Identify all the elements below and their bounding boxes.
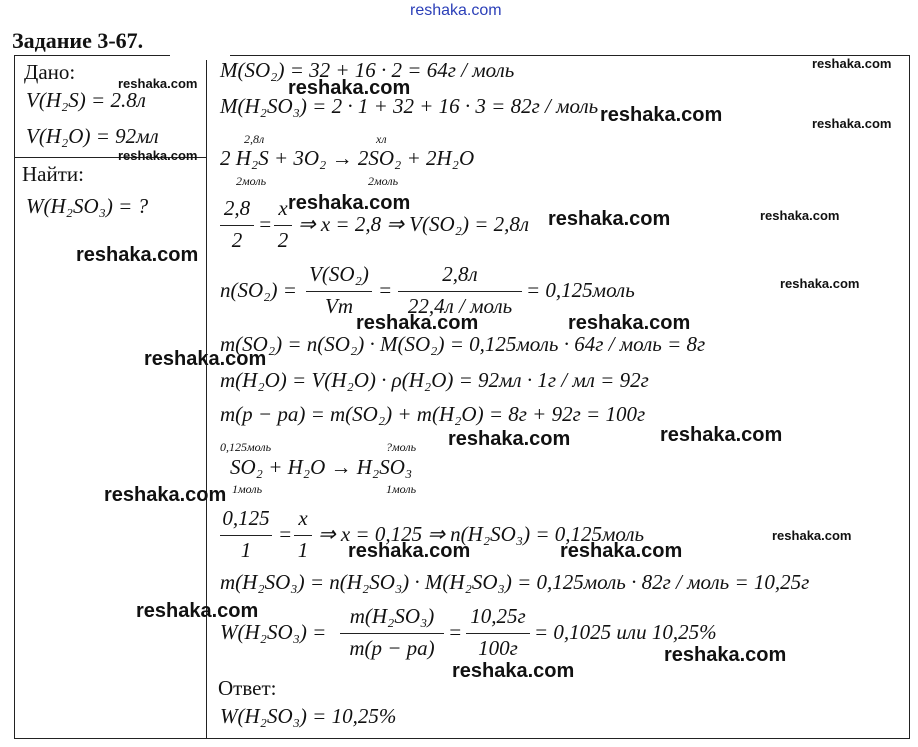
prop1-num2: x (278, 196, 288, 220)
mass-h2so3: m(H₂SO₃) = n(H₂SO₃) · M(H₂SO₃) = 0,125моль · 82г / моль = 10,25г (220, 570, 810, 594)
given-h2o-volume: V(H₂O) = 92мл (26, 124, 159, 148)
answer-value: W(H₂SO₃) = 10,25% (220, 704, 397, 728)
watermark: reshaka.com (452, 660, 575, 682)
reaction-1: 2 H₂S + 3O₂ → 2SO₂ + 2H₂O (220, 146, 475, 170)
prop2-bar2 (294, 535, 312, 536)
w-bar1 (340, 633, 444, 634)
n-equals: = (378, 278, 393, 302)
w-result: = 0,1025 или 10,25% (534, 620, 717, 644)
w-den1: m(р − ра) (349, 636, 435, 660)
watermark: reshaka.com (136, 600, 259, 622)
watermark: reshaka.com (288, 77, 411, 99)
w-equals: = (448, 620, 463, 644)
watermark: reshaka.com (144, 348, 267, 370)
n-so2-lhs: n(SO₂) = (220, 278, 297, 302)
molar-mass-so2: M(SO₂) = 32 + 16 · 2 = 64г / моль (220, 58, 515, 82)
watermark: reshaka.com (548, 208, 671, 230)
eq2-above-h2so3: ?моль (386, 440, 417, 454)
watermark: reshaka.com (288, 192, 411, 214)
given-h2s-volume: V(H₂S) = 2.8л (26, 88, 146, 112)
watermark: reshaka.com (348, 540, 471, 562)
n-bar1 (306, 291, 372, 292)
watermark: reshaka.com (772, 528, 852, 543)
find-mass-fraction: W(H₂SO₃) = ? (26, 194, 149, 218)
n-num2: 2,8л (442, 262, 478, 286)
site-link[interactable]: reshaka.com (410, 2, 502, 19)
watermark: reshaka.com (664, 644, 787, 666)
watermark: reshaka.com (560, 540, 683, 562)
prop1-equals: = (258, 212, 273, 236)
prop1-num1: 2,8 (223, 196, 251, 220)
find-label: Найти: (22, 162, 84, 186)
watermark: reshaka.com (118, 148, 198, 163)
eq1-above-so2: хл (376, 132, 387, 146)
eq1-above-h2s: 2,8л (244, 132, 265, 146)
watermark: reshaka.com (104, 484, 227, 506)
given-label: Дано: (24, 60, 76, 84)
mass-so2: m(SO₂) = n(SO₂) · M(SO₂) = 0,125моль · 64г / моль = 8г (220, 332, 706, 356)
eq2-below-so2: 1моль (232, 482, 263, 496)
prop2-den2: 1 (297, 538, 309, 562)
prop1-bar2 (274, 225, 292, 226)
prop2-bar1 (220, 535, 272, 536)
watermark: reshaka.com (118, 76, 198, 91)
prop1-bar1 (220, 225, 254, 226)
watermark: reshaka.com (780, 276, 860, 291)
w-lhs: W(H₂SO₃) = (220, 620, 327, 644)
eq2-above-so2: 0,125моль (220, 440, 272, 454)
n-den2: 22,4л / моль (407, 294, 513, 318)
watermark: reshaka.com (448, 428, 571, 450)
watermark: reshaka.com (76, 244, 199, 266)
watermark: reshaka.com (812, 116, 892, 131)
n-num1: V(SO₂) (309, 262, 369, 286)
w-num2: 10,25г (470, 604, 526, 628)
prop2-num1: 0,125 (222, 506, 270, 530)
watermark: reshaka.com (812, 56, 892, 71)
n-bar2 (398, 291, 522, 292)
mass-solution: m(р − ра) = m(SO₂) + m(H₂O) = 8г + 92г = 100г (220, 402, 646, 426)
n-den1: Vm (325, 294, 353, 318)
watermark: reshaka.com (660, 424, 783, 446)
watermark: reshaka.com (600, 104, 723, 126)
eq1-below-so2: 2моль (368, 174, 399, 188)
eq1-below-h2s: 2моль (236, 174, 267, 188)
molar-mass-h2so3: M(H₂SO₃) = 2 · 1 + 32 + 16 · 3 = 82г / моль (220, 94, 599, 118)
watermark: reshaka.com (356, 312, 479, 334)
task-title: Задание 3-67. (12, 28, 144, 53)
n-result: = 0,125моль (526, 278, 635, 302)
w-num1: m(H₂SO₃) (349, 604, 435, 628)
watermark: reshaka.com (568, 312, 691, 334)
prop2-result: ⇒ x = 0,125 ⇒ n(H₂SO₃) = 0,125моль (318, 522, 645, 546)
reaction-2: SO₂ + H₂O → H₂SO₃ (230, 455, 413, 479)
prop1-den2: 2 (277, 228, 289, 252)
w-den2: 100г (478, 636, 518, 660)
prop1-result: ⇒ x = 2,8 ⇒ V(SO₂) = 2,8л (298, 212, 530, 236)
prop2-num2: x (298, 506, 308, 530)
eq2-below-h2so3: 1моль (386, 482, 417, 496)
prop1-den1: 2 (231, 228, 243, 252)
mass-h2o: m(H₂O) = V(H₂O) · ρ(H₂O) = 92мл · 1г / мл = 92г (220, 368, 649, 392)
answer-label: Ответ: (218, 676, 277, 700)
w-bar2 (466, 633, 530, 634)
prop2-equals: = (278, 522, 293, 546)
watermark: reshaka.com (760, 208, 840, 223)
prop2-den1: 1 (240, 538, 252, 562)
